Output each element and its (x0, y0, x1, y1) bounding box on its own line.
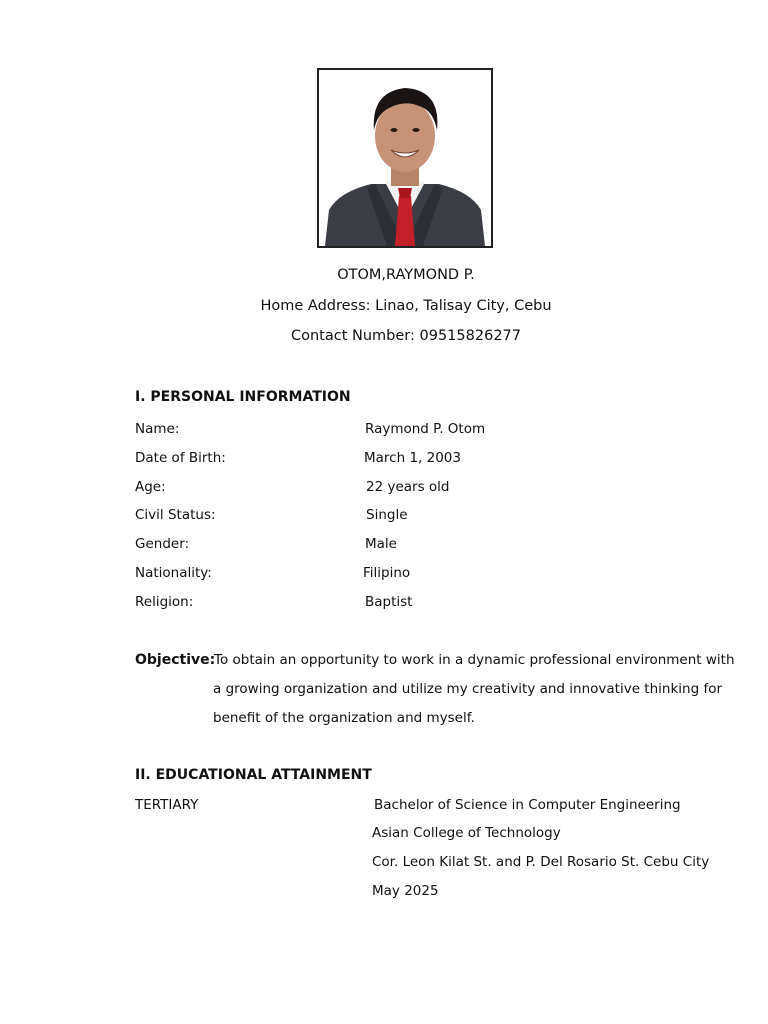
info-value: 22 years old (366, 479, 450, 495)
info-value: Filipino (363, 565, 411, 581)
info-label: Religion: (135, 594, 194, 610)
school-name: Asian College of Technology (372, 825, 561, 841)
info-label: Date of Birth: (135, 450, 226, 466)
personal-info-heading: I. PERSONAL INFORMATION (135, 389, 351, 405)
info-value: Male (365, 536, 397, 552)
full-name: OTOM,RAYMOND P. (337, 267, 475, 283)
home-address: Home Address: Linao, Talisay City, Cebu (260, 298, 552, 314)
info-label: Gender: (135, 536, 190, 552)
graduation-date: May 2025 (372, 883, 439, 899)
info-value: Raymond P. Otom (365, 421, 486, 437)
objective-line: To obtain an opportunity to work in a dynamic professional environment with (214, 652, 735, 668)
info-label: Nationality: (135, 565, 212, 581)
person-portrait-icon (319, 70, 491, 246)
info-label: Civil Status: (135, 507, 216, 523)
contact-number: Contact Number: 09515826277 (291, 328, 521, 344)
objective-label: Objective: (135, 652, 216, 668)
objective-line: a growing organization and utilize my creativity and innovative thinking for (213, 681, 723, 697)
profile-photo (317, 68, 493, 248)
info-value: March 1, 2003 (364, 450, 461, 466)
info-value: Baptist (365, 594, 413, 610)
info-label: Age: (135, 479, 166, 495)
school-address: Cor. Leon Kilat St. and P. Del Rosario St. Cebu City (372, 854, 710, 870)
education-heading: II. EDUCATIONAL ATTAINMENT (135, 767, 372, 783)
degree: Bachelor of Science in Computer Engineering (374, 797, 681, 813)
info-value: Single (366, 507, 408, 523)
objective-line: benefit of the organization and myself. (213, 710, 475, 726)
education-level: TERTIARY (135, 797, 199, 813)
info-label: Name: (135, 421, 180, 437)
